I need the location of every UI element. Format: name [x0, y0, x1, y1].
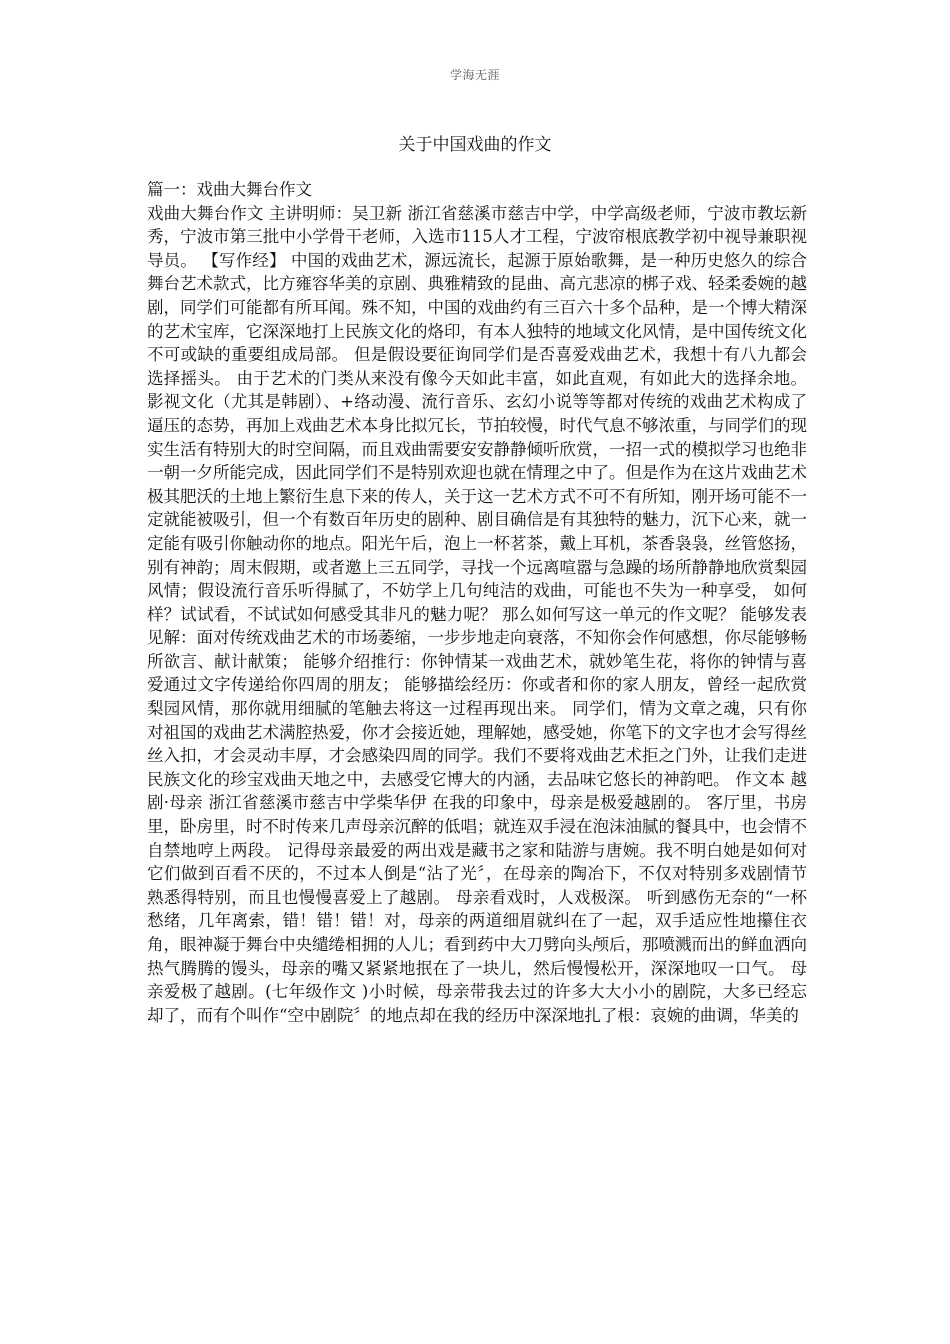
document-content — [147, 178, 807, 1027]
document-title: 关于中国戏曲的作文 — [398, 135, 552, 155]
page-header: 学海无涯 — [449, 68, 500, 82]
body-paragraph: 戏曲大舞台作文 主讲明师：吴卫新 浙江省慈溪市慈吉中学，中学高级老师，宁波市教坛新秀，宁波市第三批中小学骨干老师，入选市115人才工程，宁波帘根底教学初中视导兼职视导员。 【写作经】 中国的戏曲艺术，源远流长，起源于原始歌舞，是一种历史悠久的综合舞台艺术款式，比方雍容华美的京剧、典雅精致的昆曲、高亢悲凉的梆子戏、轻柔委婉的越剧，同学们可能都有所耳闻。殊不知，中国的戏曲约有三百六十多个品种，是一个博大精深的艺术宝库，它深深地打上民族文化的烙印，有本人独特的地域文化风情，是中国传统文化不可或缺的重要组成局部。 但是假设要征询同学们是否喜爱戏曲艺术，我想十有八九都会选择摇头。 由于艺术的门类从来没有像今天如此丰富，如此直观，有如此大的选择余地。影视文化（尤其是韩剧）、+络动漫、流行音乐、玄幻小说等等都对传统的戏曲艺术构成了逼压的态势，再加上戏曲艺术本身比拟冗长，节拍较慢，时代气息不够浓重，与同学们的现实生活有特别大的时空间隔，而且戏曲需要安安静静倾听欣赏，一招一式的模拟学习也绝非一朝一夕所能完成，因此同学们不是特别欢迎也就在情理之中了。但是作为在这片戏曲艺术极其肥沃的土地上繁衍生息下来的传人，关于这一艺术方式不可不有所知，刚开场可能不一定就能被吸引，但一个有数百年历史的剧种、剧目确信是有其独特的魅力，沉下心来，就一定能有吸引你触动你的地点。阳光午后，泡上一杯茗茶，戴上耳机，茶香袅袅，丝管悠扬，别有神韵；周末假期，或者邀上三五同学，寻找一个远离喧嚣与急躁的场所静静地欣赏梨园风情；假设流行音乐听得腻了，不妨学上几句纯洁的戏曲，可能也不失为一种享受， 如何样？试试看，不试试如何感受其非凡的魅力呢？ 那么如何写这一单元的作文呢？ 能够发表见解：面对传统戏曲艺术的市场萎缩，一步步地走向衰落，不知你会作何感想，你尽能够畅所欲言、献计献策； 能够介绍推行：你钟情某一戏曲艺术，就妙笔生花，将你的钟情与喜爱通过文字传递给你四周的朋友； 能够描绘经历：你或者和你的家人朋友，曾经一起欣赏梨园风情，那你就用细腻的笔触去将这一过程再现出来。 同学们，情为文章之魂，只有你对祖国的戏曲艺术满腔热爱，你才会接近她，理解她，感受她，你笔下的文字也才会写得丝丝入扣，才会灵动丰厚，才会感染四周的同学。我们不要将戏曲艺术拒之门外，让我们走进民族文化的珍宝戏曲天地之中，去感受它博大的内涵，去品味它悠长的神韵吧。 作文本 越剧·母亲 浙江省慈溪市慈吉中学柴华伊 在我的印象中，母亲是极爱越剧的。 客厅里，书房里，卧房里，时不时传来几声母亲沉醉的低唱；就连双手浸在泡沫油腻的餐具中，也会情不自禁地哼上两段。 记得母亲最爱的两出戏是藏书之家和陆游与唐婉。我不明白她是如何对它们做到百看不厌的，不过本人倒是“沾了光〞，在母亲的陶冶下，不仅对特别多戏剧情节熟悉得特别，而且也慢慢喜爱上了越剧。 母亲看戏时，人戏极深。 听到感伤无奈的“一杯愁绪，几年离索，错！错！错！对，母亲的两道细眉就纠在了一起，双手适应性地攥住衣角，眼神凝于舞台中央缱绻相拥的人儿；看到药中大刀劈向头颅后，那喷溅而出的鲜血洒向热气腾腾的馒头，母亲的嘴又紧紧地抿在了一块儿，然后慢慢松开，深深地叹一口气。 母亲爱极了越剧。(七年级作文 )小时候，母亲带我去过的许多大大小小的剧院，大多已经忘却了，而有个叫作“空中剧院〞的地点却在我的经历中深深地扎了根：哀婉的曲调，华美的 — [147, 203, 807, 1025]
section-heading: 篇一：戏曲大舞台作文 — [147, 180, 312, 199]
